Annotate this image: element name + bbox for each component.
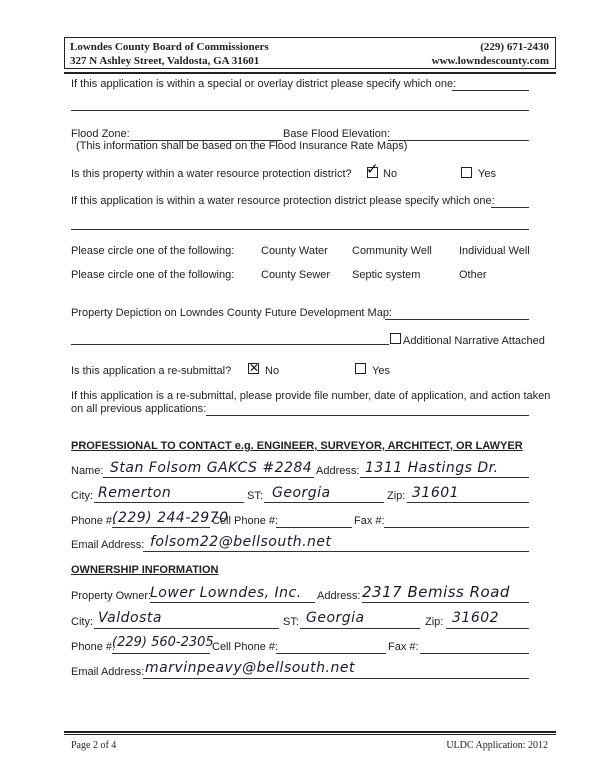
water-protection-yes-checkbox[interactable] [461, 167, 472, 178]
owner-email-field[interactable] [143, 678, 529, 679]
professional-fax-field[interactable] [384, 527, 529, 528]
owner-phone-value[interactable]: (229) 560-2305 [112, 635, 214, 650]
development-map-field-line2[interactable] [71, 344, 389, 345]
development-map-field[interactable] [385, 319, 529, 320]
professional-name-label: Name: [71, 465, 104, 477]
water-protection-yes-label: Yes [478, 168, 496, 180]
owner-name-label: Property Owner: [71, 590, 152, 602]
org-name: Lowndes County Board of Commissioners [70, 41, 269, 53]
org-phone: (229) 671-2430 [480, 41, 549, 53]
owner-st-label: ST: [283, 616, 299, 628]
professional-address-field[interactable] [360, 477, 529, 478]
option-individual-well[interactable]: Individual Well [459, 245, 530, 257]
professional-city-label: City: [71, 490, 93, 502]
professional-st-field[interactable] [264, 502, 384, 503]
owner-city-field[interactable] [94, 628, 279, 629]
sewer-circle-label: Please circle one of the following: [71, 269, 235, 281]
professional-cell-label: Cell Phone #: [212, 515, 279, 527]
development-map-label: Property Depiction on Lowndes County Future Development Map: [71, 307, 393, 319]
owner-st-field[interactable] [300, 628, 420, 629]
owner-address-label: Address: [317, 590, 361, 602]
professional-section-heading: PROFESSIONAL TO CONTACT e.g. ENGINEER, SURVEYOR, ARCHITECT, OR LAWYER [71, 440, 523, 452]
professional-st-value[interactable]: Georgia [272, 485, 331, 501]
owner-zip-field[interactable] [446, 628, 529, 629]
professional-address-label: Address: [316, 465, 360, 477]
base-flood-elevation-field[interactable] [388, 140, 529, 141]
option-other[interactable]: Other [459, 269, 487, 281]
professional-cell-field[interactable] [276, 527, 352, 528]
professional-zip-value[interactable]: 31601 [412, 485, 460, 501]
narrative-attached-checkbox[interactable] [390, 333, 401, 344]
org-address: 327 N Ashley Street, Valdosta, GA 31601 [70, 55, 260, 67]
document-version: ULDC Application: 2012 [446, 740, 548, 751]
professional-zip-label: Zip: [387, 490, 406, 502]
narrative-attached-label: Additional Narrative Attached [403, 335, 545, 347]
professional-phone-value[interactable]: (229) 244-2970 [112, 510, 229, 526]
org-website: www.lowndescounty.com [431, 55, 549, 67]
resubmittal-details-field[interactable] [206, 415, 529, 416]
option-county-water[interactable]: County Water [261, 245, 328, 257]
water-protection-no-label: No [383, 168, 398, 180]
resubmittal-prompt-line1: If this application is a re-submittal, please provide file number, date of application, and action taken [71, 390, 551, 402]
professional-email-label: Email Address: [71, 539, 145, 551]
page-number: Page 2 of 4 [71, 740, 117, 751]
overlay-district-field-line2[interactable] [71, 110, 529, 111]
owner-cell-field[interactable] [276, 653, 386, 654]
owner-address-field[interactable] [362, 602, 529, 603]
professional-phone-field[interactable] [112, 527, 210, 528]
owner-fax-label: Fax #: [388, 641, 419, 653]
header-rule [64, 72, 556, 74]
professional-city-field[interactable] [94, 502, 244, 503]
professional-phone-label: Phone #: [71, 515, 116, 527]
professional-email-field[interactable] [143, 551, 529, 552]
resubmittal-yes-checkbox[interactable] [355, 363, 366, 374]
water-protection-specify-field[interactable] [491, 207, 529, 208]
water-protection-specify-question: If this application is within a water resource protection district please specify which one: [71, 195, 495, 207]
professional-email-value[interactable]: folsom22@bellsouth.net [150, 534, 332, 550]
option-septic-system[interactable]: Septic system [352, 269, 421, 281]
base-flood-elevation-label: Base Flood Elevation: [283, 128, 391, 140]
resubmittal-question: Is this application a re-submittal? [71, 365, 232, 377]
professional-zip-field[interactable] [407, 502, 529, 503]
footer-rule [64, 731, 556, 733]
owner-name-value[interactable]: Lower Lowndes, Inc. [150, 585, 302, 601]
owner-st-value[interactable]: Georgia [306, 610, 365, 626]
professional-name-field[interactable] [103, 477, 314, 478]
water-source-circle-label: Please circle one of the following: [71, 245, 235, 257]
owner-address-value[interactable]: 2317 Bemiss Road [362, 583, 510, 601]
water-protection-specify-field-line2[interactable] [71, 229, 529, 230]
professional-st-label: ST: [247, 490, 263, 502]
owner-fax-field[interactable] [420, 653, 529, 654]
owner-name-field[interactable] [150, 602, 315, 603]
professional-address-value[interactable]: 1311 Hastings Dr. [365, 460, 499, 476]
owner-city-label: City: [71, 616, 93, 628]
flood-zone-label: Flood Zone: [71, 128, 130, 140]
owner-phone-field[interactable] [112, 653, 210, 654]
check-mark-icon: ✓ [366, 161, 379, 178]
owner-zip-value[interactable]: 31602 [452, 610, 500, 626]
professional-city-value[interactable]: Remerton [98, 485, 172, 501]
option-county-sewer[interactable]: County Sewer [261, 269, 331, 281]
owner-city-value[interactable]: Valdosta [98, 610, 162, 626]
owner-phone-label: Phone #: [71, 641, 116, 653]
overlay-district-field[interactable] [452, 90, 529, 91]
resubmittal-prompt-line2: on all previous applications: [71, 403, 207, 415]
ownership-section-heading: OWNERSHIP INFORMATION [71, 564, 219, 576]
professional-name-value[interactable]: Stan Folsom GAKCS #2284 [110, 460, 313, 476]
water-protection-question: Is this property within a water resource protection district? [71, 168, 352, 180]
overlay-district-question: If this application is within a special or overlay district please specify which one: [71, 78, 457, 90]
x-mark-icon: ✕ [249, 361, 260, 375]
flood-note: (This information shall be based on the Flood Insurance Rate Maps) [76, 140, 408, 152]
resubmittal-yes-label: Yes [372, 365, 390, 377]
option-community-well[interactable]: Community Well [352, 245, 432, 257]
owner-email-label: Email Address: [71, 666, 145, 678]
owner-zip-label: Zip: [425, 616, 444, 628]
footer-rule-thin [64, 734, 556, 735]
owner-cell-label: Cell Phone #: [212, 641, 279, 653]
resubmittal-no-label: No [265, 365, 280, 377]
owner-email-value[interactable]: marvinpeavy@bellsouth.net [145, 660, 355, 676]
professional-fax-label: Fax #: [354, 515, 385, 527]
